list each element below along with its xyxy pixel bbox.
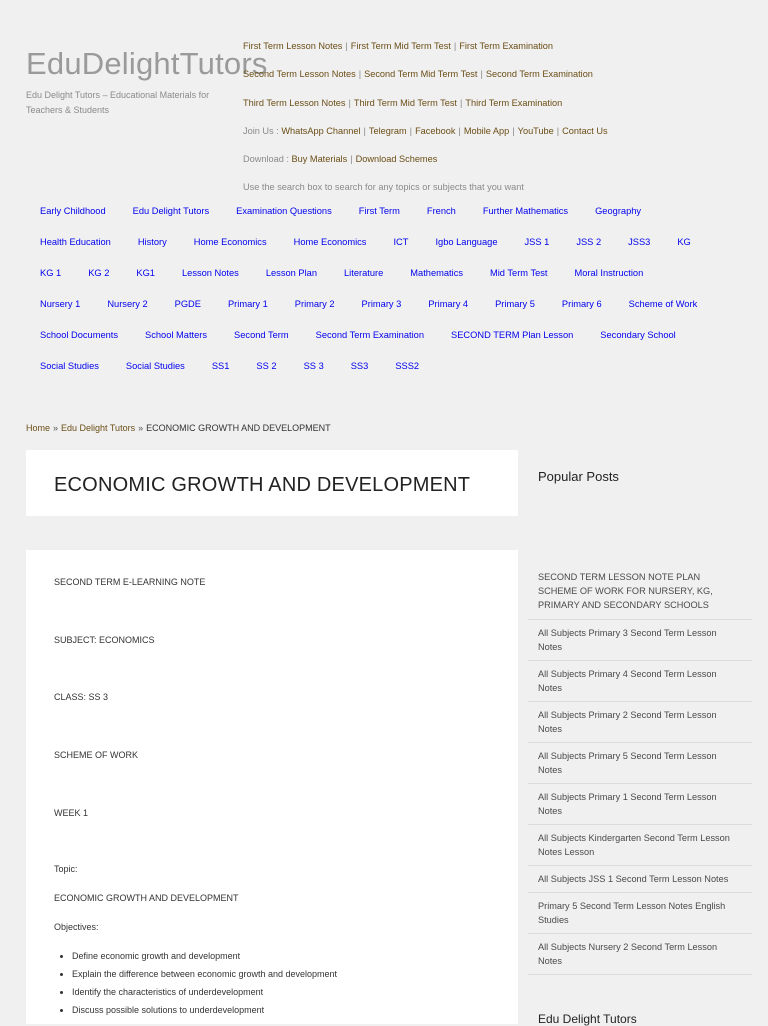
category-link[interactable]: History bbox=[137, 237, 167, 247]
list-item: • Define economic growth and development bbox=[72, 949, 337, 967]
article-topic: ECONOMIC GROWTH AND DEVELOPMENT bbox=[54, 893, 239, 903]
popular-post-link[interactable]: All Subjects Primary 2 Second Term Lesson Notes bbox=[528, 702, 752, 743]
category-link[interactable]: Lesson Plan bbox=[265, 268, 318, 278]
category-link[interactable]: SSS2 bbox=[395, 361, 420, 371]
breadcrumb-home[interactable]: Home bbox=[26, 423, 51, 433]
third-term-examination-link[interactable]: Third Term Examination bbox=[465, 97, 563, 108]
sidebar-section-title: Edu Delight Tutors bbox=[538, 1012, 637, 1026]
category-link[interactable]: French bbox=[426, 206, 456, 216]
mobile-app-link[interactable]: Mobile App bbox=[463, 125, 510, 136]
article-topic-label: Topic: bbox=[54, 864, 78, 874]
category-link[interactable]: Secondary School bbox=[600, 330, 676, 340]
category-link[interactable]: JSS3 bbox=[628, 237, 651, 247]
category-link[interactable]: Mathematics bbox=[410, 268, 463, 278]
breadcrumb-category[interactable]: Edu Delight Tutors bbox=[61, 423, 136, 433]
category-row bbox=[26, 299, 746, 330]
category-row bbox=[26, 361, 746, 392]
category-link[interactable]: Early Childhood bbox=[40, 206, 106, 216]
category-link[interactable]: KG1 bbox=[136, 268, 155, 278]
popular-posts-header bbox=[528, 450, 752, 516]
download-links: Download : Buy Materials | Download Schemes bbox=[243, 154, 438, 165]
popular-post-link[interactable]: SECOND TERM LESSON NOTE PLAN SCHEME OF WORK FOR NURSERY, KG, PRIMARY AND SECONDARY SCHOOLS bbox=[528, 570, 752, 620]
site-title[interactable]: EduDelightTutors bbox=[26, 46, 268, 81]
category-link[interactable]: Nursery 2 bbox=[107, 299, 148, 309]
category-link[interactable]: SS 3 bbox=[303, 361, 324, 371]
list-item: • Explain the difference between economic growth and development bbox=[72, 967, 337, 985]
popular-posts-list bbox=[528, 570, 752, 975]
top-links bbox=[243, 40, 763, 210]
second-term-mid-term-test-link[interactable]: Second Term Mid Term Test bbox=[364, 69, 478, 80]
breadcrumb-separator: » bbox=[138, 423, 144, 433]
category-link[interactable]: KG 2 bbox=[88, 268, 110, 278]
category-row bbox=[26, 268, 746, 299]
join-label: Join Us : bbox=[243, 125, 279, 136]
category-link[interactable]: Further Mathematics bbox=[482, 206, 569, 216]
objectives-list bbox=[54, 949, 337, 1021]
category-row bbox=[26, 330, 746, 361]
category-link[interactable]: Nursery 1 bbox=[40, 299, 81, 309]
category-link[interactable]: Lesson Notes bbox=[181, 268, 239, 278]
category-link[interactable]: Igbo Language bbox=[435, 237, 498, 247]
download-label: Download : bbox=[243, 154, 289, 165]
category-link[interactable]: Primary 5 bbox=[495, 299, 535, 309]
category-link[interactable]: Examination Questions bbox=[236, 206, 332, 216]
category-link[interactable]: SECOND TERM Plan Lesson bbox=[451, 330, 574, 340]
category-link[interactable]: Primary 4 bbox=[428, 299, 469, 309]
category-link[interactable]: School Matters bbox=[145, 330, 208, 340]
popular-post-link[interactable]: All Subjects Primary 4 Second Term Lesson Notes bbox=[528, 661, 752, 702]
article-line-subject: SUBJECT: ECONOMICS bbox=[54, 635, 155, 645]
category-link[interactable]: JSS 2 bbox=[576, 237, 602, 247]
article-body bbox=[26, 550, 518, 1024]
telegram-link[interactable]: Telegram bbox=[368, 125, 407, 136]
youtube-link[interactable]: YouTube bbox=[517, 125, 554, 136]
popular-post-link[interactable]: All Subjects Primary 5 Second Term Lesson Notes bbox=[528, 743, 752, 784]
category-link[interactable]: Literature bbox=[344, 268, 384, 278]
category-link[interactable]: Mid Term Test bbox=[490, 268, 548, 278]
article-header bbox=[26, 450, 518, 516]
article-line-week: WEEK 1 bbox=[54, 808, 89, 818]
category-link[interactable]: ICT bbox=[393, 237, 409, 247]
join-links: Join Us : WhatsApp Channel | Telegram | Facebook | Mobile App | YouTube | Contact Us bbox=[243, 125, 608, 136]
page-title: ECONOMIC GROWTH AND DEVELOPMENT bbox=[54, 474, 471, 496]
category-link[interactable]: Primary 6 bbox=[561, 299, 602, 309]
category-row bbox=[26, 237, 746, 268]
category-link[interactable]: Health Education bbox=[40, 237, 111, 247]
first-term-mid-term-test-link[interactable]: First Term Mid Term Test bbox=[350, 41, 451, 51]
popular-post-link[interactable]: All Subjects JSS 1 Second Term Lesson Notes bbox=[528, 866, 752, 893]
article-line-class: CLASS: SS 3 bbox=[54, 692, 109, 702]
category-link[interactable]: JSS 1 bbox=[524, 237, 550, 247]
second-term-lesson-notes-link[interactable]: Second Term Lesson Notes bbox=[243, 69, 356, 80]
category-link[interactable]: Home Economics bbox=[193, 237, 267, 247]
category-link[interactable]: Geography bbox=[595, 206, 642, 216]
facebook-link[interactable]: Facebook bbox=[415, 125, 456, 136]
article-objectives-label: Objectives: bbox=[54, 922, 99, 932]
first-term-lesson-notes-link[interactable]: First Term Lesson Notes bbox=[243, 41, 343, 51]
search-hint-text: Use the search box to search for any topics or subjects that you want bbox=[243, 182, 524, 193]
category-link[interactable]: KG 1 bbox=[40, 268, 62, 278]
category-link[interactable]: Second Term Examination bbox=[315, 330, 425, 340]
list-item: • Identify the characteristics of underdevelopment bbox=[72, 985, 337, 1003]
third-term-links: Third Term Lesson Notes | Third Term Mid Term Test | Third Term Examination bbox=[243, 97, 563, 108]
breadcrumb-current: ECONOMIC GROWTH AND DEVELOPMENT bbox=[146, 423, 331, 433]
category-link[interactable]: SS 2 bbox=[256, 361, 277, 371]
category-link[interactable]: SS1 bbox=[211, 361, 230, 371]
category-link[interactable]: Primary 3 bbox=[361, 299, 402, 309]
category-link[interactable]: Home Economics bbox=[293, 237, 367, 247]
breadcrumb bbox=[26, 423, 331, 433]
popular-post-link[interactable]: All Subjects Nursery 2 Second Term Lesson Notes bbox=[528, 934, 752, 975]
first-term-links: First Term Lesson Notes | First Term Mid Term Test | First Term Examination bbox=[243, 41, 554, 51]
category-link[interactable]: PGDE bbox=[174, 299, 201, 309]
category-link[interactable]: First Term bbox=[358, 206, 400, 216]
category-list bbox=[26, 206, 746, 392]
third-term-lesson-notes-link[interactable]: Third Term Lesson Notes bbox=[243, 97, 346, 108]
list-item: • Discuss possible solutions to underdevelopment bbox=[72, 1003, 337, 1021]
first-term-examination-link[interactable]: First Term Examination bbox=[459, 41, 554, 51]
category-link[interactable]: Second Term bbox=[234, 330, 289, 340]
article-line-scheme: SCHEME OF WORK bbox=[54, 750, 139, 760]
category-link[interactable]: School Documents bbox=[40, 330, 119, 340]
article-line-note: SECOND TERM E-LEARNING NOTE bbox=[54, 577, 206, 587]
popular-post-link[interactable]: All Subjects Kindergarten Second Term Lesson Notes Lesson bbox=[528, 825, 752, 866]
breadcrumb-separator: » bbox=[53, 423, 59, 433]
site-description: Edu Delight Tutors – Educational Materials for Teachers & Students bbox=[26, 90, 210, 115]
whatsapp-channel-link[interactable]: WhatsApp Channel bbox=[281, 125, 361, 136]
category-link[interactable]: KG bbox=[677, 237, 691, 247]
second-term-links: Second Term Lesson Notes | Second Term Mid Term Test | Second Term Examination bbox=[243, 69, 593, 80]
category-link[interactable]: Edu Delight Tutors bbox=[132, 206, 210, 216]
third-term-mid-term-test-link[interactable]: Third Term Mid Term Test bbox=[353, 97, 457, 108]
popular-post-link[interactable]: All Subjects Primary 3 Second Term Lesson Notes bbox=[528, 620, 752, 661]
buy-materials-link[interactable]: Buy Materials bbox=[291, 154, 348, 165]
category-link[interactable]: SS3 bbox=[350, 361, 369, 371]
popular-post-link[interactable]: All Subjects Primary 1 Second Term Lesson Notes bbox=[528, 784, 752, 825]
contact-us-link[interactable]: Contact Us bbox=[562, 125, 608, 136]
category-link[interactable]: Scheme of Work bbox=[628, 299, 698, 309]
category-link[interactable]: Moral Instruction bbox=[574, 268, 644, 278]
category-link[interactable]: Primary 1 bbox=[227, 299, 268, 309]
category-row bbox=[26, 206, 746, 237]
popular-posts-title: Popular Posts bbox=[538, 469, 619, 484]
category-link[interactable]: Social Studies bbox=[125, 361, 185, 371]
category-link[interactable]: Primary 2 bbox=[294, 299, 335, 309]
category-link[interactable]: Social Studies bbox=[40, 361, 99, 371]
download-schemes-link[interactable]: Download Schemes bbox=[355, 154, 438, 165]
popular-post-link[interactable]: Primary 5 Second Term Lesson Notes English Studies bbox=[528, 893, 752, 934]
second-term-examination-link[interactable]: Second Term Examination bbox=[485, 69, 593, 80]
